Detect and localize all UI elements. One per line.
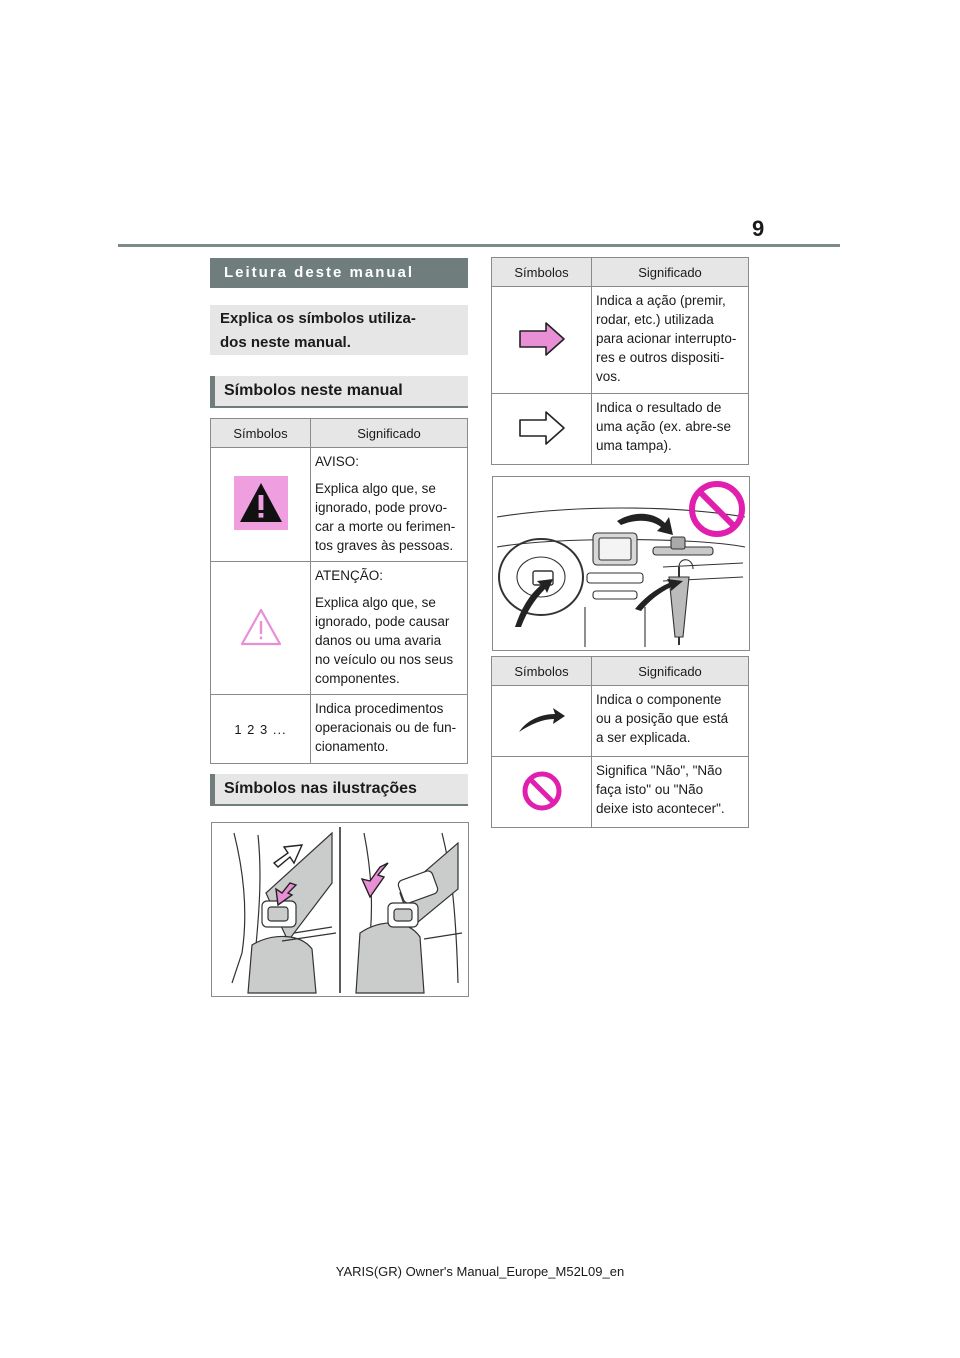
warning-triangle-icon (234, 476, 288, 530)
header-rule (118, 244, 840, 247)
col-meaning: Significado (592, 258, 749, 287)
table-row: ATENÇÃO: Explica algo que, se ignorado, pode causar danos ou uma avaria no veículo ou nos seus componentes. (211, 562, 468, 695)
table-row: 1 2 3 ... Indica procedimentos operacionais ou de fun- cionamento. (211, 695, 468, 764)
col-symbols: Símbolos (211, 419, 311, 448)
table-row: Indica o componente ou a posição que está a ser explicada. (492, 686, 749, 757)
seatbelt-illustration (211, 822, 469, 997)
caution-triangle-icon (239, 607, 283, 647)
col-symbols: Símbolos (492, 258, 592, 287)
intro-text (210, 305, 468, 355)
prohibition-icon (521, 770, 563, 812)
row-title: ATENÇÃO: (315, 568, 384, 583)
table-row: Indica a ação (premir, rodar, etc.) utilizada para acionar interrupto- res e outros dispositi- vos. (492, 287, 749, 394)
col-meaning: Significado (311, 419, 468, 448)
table-row: Indica o resultado de uma ação (ex. abre-se uma tampa). (492, 394, 749, 465)
step-numbers-icon: 1 2 3 ... (234, 721, 287, 737)
pink-arrow-icon (518, 321, 566, 357)
heading-symbols-illustrations: Símbolos nas ilustrações (210, 774, 468, 806)
table-row: Significa "Não", "Não faça isto" ou "Não deixe isto acontecer". (492, 757, 749, 828)
curved-arrow-icon (517, 706, 567, 734)
intro-line-2: dos neste manual. (220, 334, 351, 351)
col-meaning: Significado (592, 657, 749, 686)
dashboard-illustration (492, 476, 750, 651)
page-number: 9 (752, 216, 765, 241)
col-symbols: Símbolos (492, 657, 592, 686)
heading-symbols-manual: Símbolos neste manual (210, 376, 468, 408)
symbols-illustrations-table-2 (491, 656, 749, 828)
symbols-manual-table (210, 418, 468, 764)
intro-line-1: Explica os símbolos utiliza- (220, 310, 416, 327)
table-header (492, 258, 749, 287)
row-title: AVISO: (315, 454, 360, 469)
table-header (492, 657, 749, 686)
outline-arrow-icon (518, 410, 566, 446)
table-header (211, 419, 468, 448)
table-row: AVISO: Explica algo que, se ignorado, pode provo- car a morte ou ferimen- tos graves às pessoas. (211, 448, 468, 562)
section-title: Leitura deste manual (210, 258, 468, 288)
symbols-illustrations-table-1 (491, 257, 749, 465)
footer-text: YARIS(GR) Owner's Manual_Europe_M52L09_en (335, 1264, 625, 1279)
